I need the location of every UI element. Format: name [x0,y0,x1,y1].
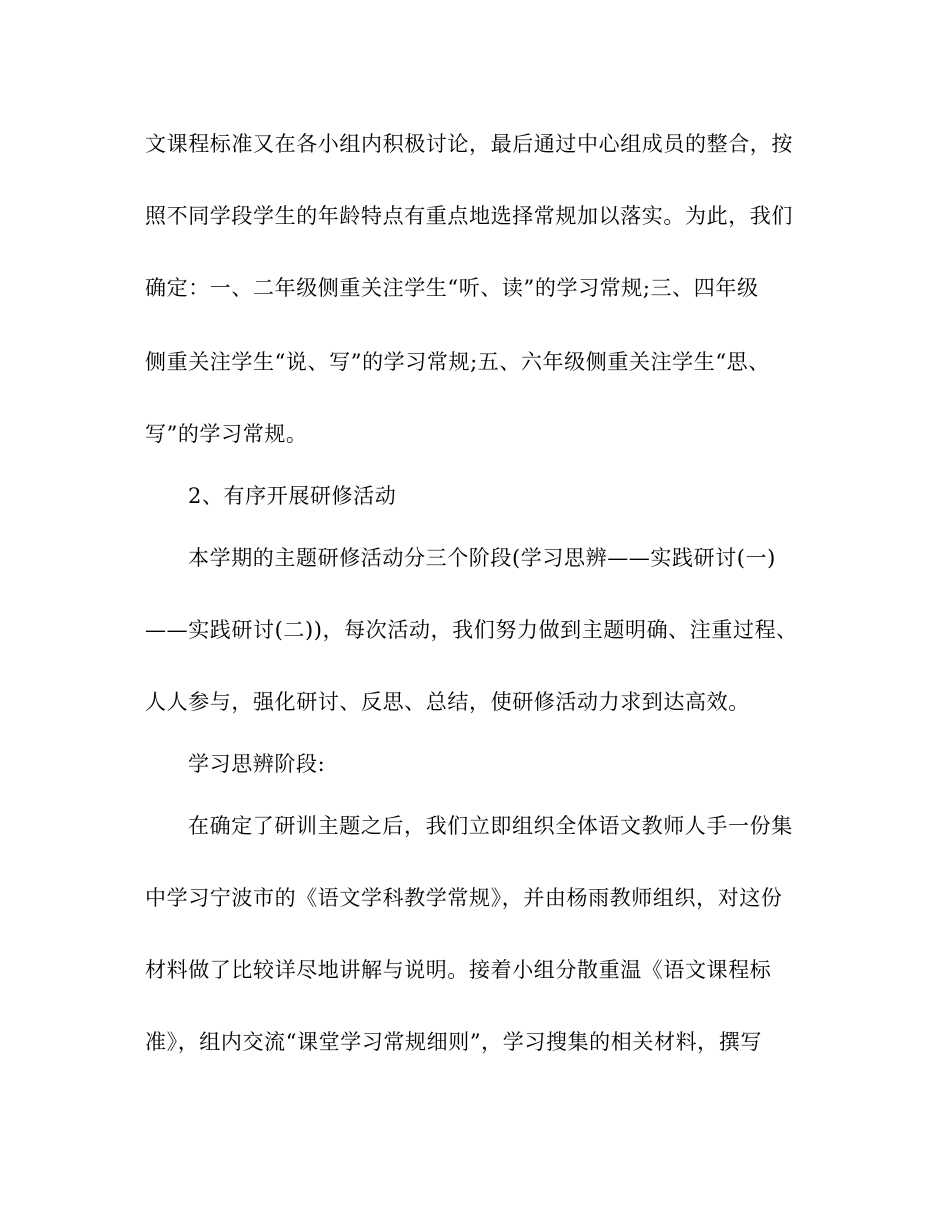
text-line: 侧重关注学生“说、写”的学习常规;五、六年级侧重关注学生“思、 [145,350,770,374]
text-line: 照不同学段学生的年龄特点有重点地选择常规加以落实。为此，我们 [145,204,793,228]
text-line: 材料做了比较详尽地讲解与说明。接着小组分散重温《语文课程标 [145,958,772,982]
text-line: 本学期的主题研修活动分三个阶段(学习思辨——实践研讨(一) [188,546,776,570]
text-line: 在确定了研训主题之后，我们立即组织全体语文教师人手一份集 [188,814,793,838]
text-line: 写”的学习常规。 [145,422,308,446]
text-line: 文课程标准又在各小组内积极讨论，最后通过中心组成员的整合，按 [145,132,793,156]
text-line: 人人参与，强化研讨、反思、总结，使研修活动力求到达高效。 [145,690,750,714]
text-line: 准》，组内交流“课堂学习常规细则”，学习搜集的相关材料，撰写 [145,1030,762,1054]
text-line: 中学习宁波市的《语文学科教学常规》，并由杨雨教师组织，对这份 [145,886,783,910]
section-heading: 2、有序开展研修活动 [188,484,397,508]
subsection-heading: 学习思辨阶段: [188,752,326,776]
text-line: ——实践研讨(二))，每次活动，我们努力做到主题明确、注重过程、 [145,618,798,642]
text-line: 确定：一、二年级侧重关注学生“听、读”的学习常规;三、四年级 [145,276,759,300]
